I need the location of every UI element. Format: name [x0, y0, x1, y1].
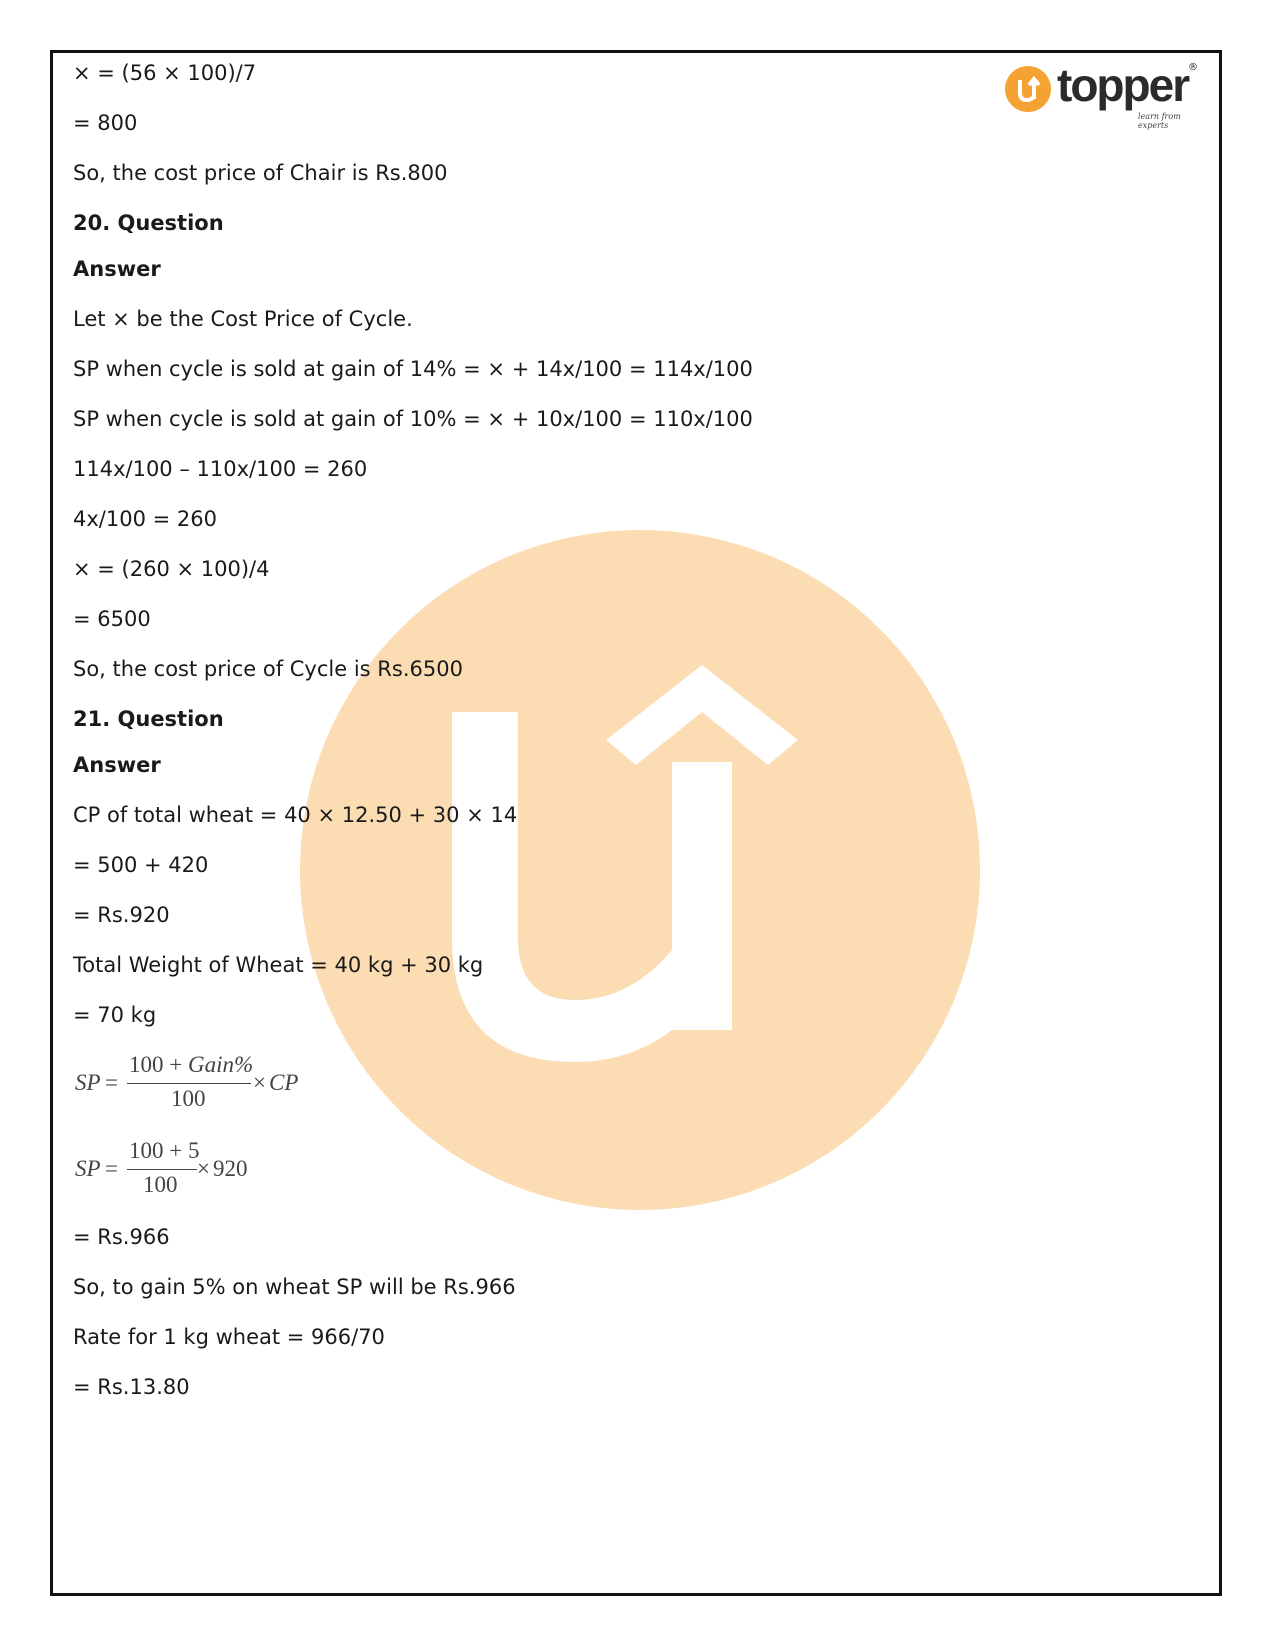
formula-numerator-const: 100 +: [129, 1052, 188, 1077]
document-content: [73, 60, 973, 1424]
formula-equals: =: [105, 1156, 118, 1181]
fraction-bar: [127, 1169, 197, 1170]
formula-lhs: SP: [75, 1070, 101, 1095]
registered-mark: ®: [1188, 62, 1198, 73]
formula-lhs: SP: [75, 1156, 101, 1181]
text-line: = Rs.920: [73, 903, 170, 927]
text-line: SP when cycle is sold at gain of 14% = × + 14x/100 = 114x/100: [73, 357, 753, 381]
formula-tail: CP: [269, 1070, 299, 1095]
text-line: 4x/100 = 260: [73, 507, 217, 531]
formula-numerator-var: Gain%: [187, 1052, 254, 1077]
formula-times: ×: [253, 1070, 266, 1095]
text-line: So, the cost price of Cycle is Rs.6500: [73, 657, 463, 681]
text-line: = Rs.966: [73, 1225, 170, 1249]
sp-formula-substituted: [73, 1138, 973, 1200]
text-line: 114x/100 – 110x/100 = 260: [73, 457, 368, 481]
answer-heading: Answer: [73, 753, 161, 777]
question-heading: 21. Question: [73, 707, 224, 731]
text-line: × = (260 × 100)/4: [73, 557, 270, 581]
text-line: × = (56 × 100)/7: [73, 61, 257, 85]
fraction-bar: [127, 1083, 251, 1084]
text-line: SP when cycle is sold at gain of 10% = × + 10x/100 = 110x/100: [73, 407, 753, 431]
formula-numerator: 100 + 5: [129, 1138, 200, 1163]
question-heading: 20. Question: [73, 211, 224, 235]
text-line: = 70 kg: [73, 1003, 157, 1027]
text-line: = Rs.13.80: [73, 1375, 190, 1399]
text-line: = 500 + 420: [73, 853, 209, 877]
sp-formula-general: [73, 1052, 973, 1114]
answer-heading: Answer: [73, 257, 161, 281]
text-line: Total Weight of Wheat = 40 kg + 30 kg: [73, 953, 484, 977]
formula-equals: =: [105, 1070, 118, 1095]
formula-times: ×: [197, 1156, 210, 1181]
text-line: CP of total wheat = 40 × 12.50 + 30 × 14: [73, 803, 518, 827]
text-line: So, to gain 5% on wheat SP will be Rs.966: [73, 1275, 516, 1299]
text-line: So, the cost price of Chair is Rs.800: [73, 161, 448, 185]
text-line: Let × be the Cost Price of Cycle.: [73, 307, 413, 331]
formula-tail: 920: [213, 1156, 248, 1181]
formula-numerator: [129, 1052, 253, 1078]
formula-denominator: 100: [143, 1172, 178, 1197]
logo-wordmark: topper: [1057, 59, 1189, 111]
logo-tagline: learn from experts: [1138, 112, 1181, 130]
logo-badge-icon: [1005, 66, 1051, 112]
text-line: Rate for 1 kg wheat = 966/70: [73, 1325, 385, 1349]
text-line: = 6500: [73, 607, 151, 631]
formula-denominator: 100: [171, 1086, 206, 1111]
text-line: = 800: [73, 111, 138, 135]
brand-logo[interactable]: [1005, 60, 1205, 130]
